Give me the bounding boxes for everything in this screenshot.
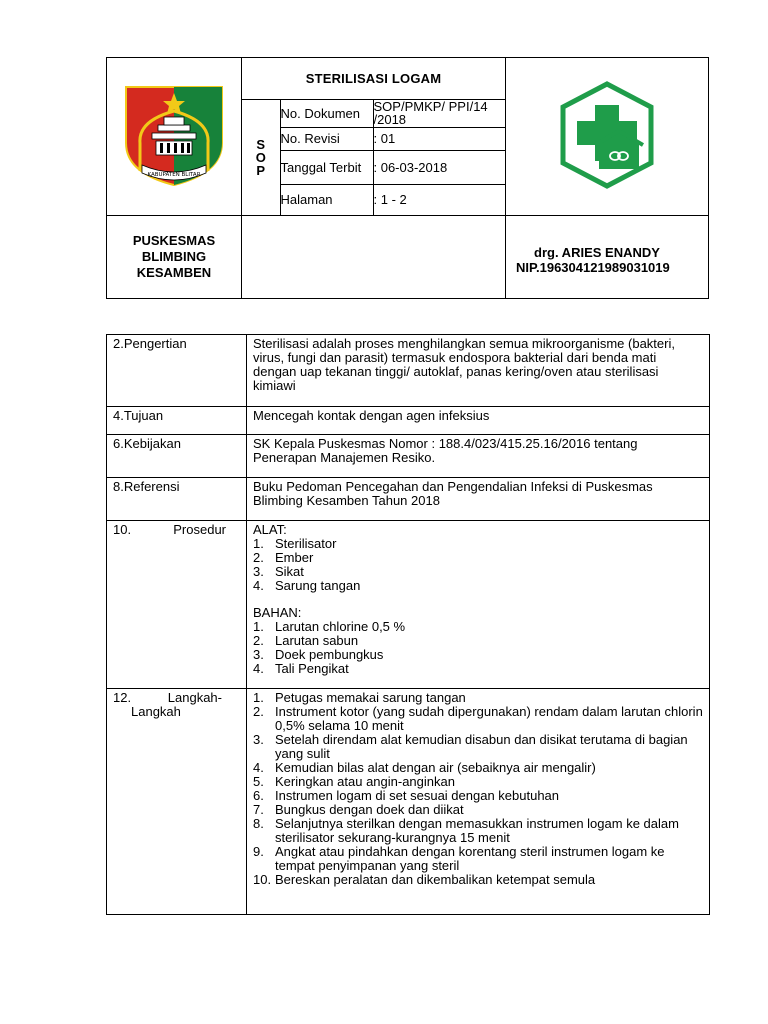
sop-letter-s: S xyxy=(256,136,266,152)
row-label-referensi: 8.Referensi xyxy=(107,478,247,521)
title-cell xyxy=(242,58,506,216)
signer-cell xyxy=(506,216,709,299)
row-label-prosedur xyxy=(107,521,247,689)
meta-value-halaman: : 1 - 2 xyxy=(373,184,505,215)
document-title: STERILISASI LOGAM xyxy=(242,58,505,99)
signer-name: drg. ARIES ENANDY xyxy=(534,245,660,260)
puskesmas-logo xyxy=(547,81,667,189)
meta-value-tanggal: : 06-03-2018 xyxy=(373,150,505,184)
list-item: 5. Keringkan atau angin-anginkan xyxy=(253,774,455,789)
prosedur-number: 10. xyxy=(113,522,132,537)
bahan-title: BAHAN: xyxy=(253,605,302,620)
sop-label xyxy=(242,99,280,215)
list-item: 4. Kemudian bilas alat dengan air (sebaiknya air mengalir) xyxy=(253,760,596,775)
meta-value-revisi: : 01 xyxy=(373,127,505,150)
meta-label-dokumen: No. Dokumen xyxy=(280,99,373,127)
row-text-pengertian: Sterilisasi adalah proses menghilangkan semua mikroorganisme (bakteri, virus, fungi dan parasit) termasuk endospora bakterial dari benda mati dengan uap tekanan tinggi/ autoklaf, panas kering/oven atau sterilisasi kimiawi xyxy=(247,335,710,407)
prosedur-label: Prosedur xyxy=(173,522,226,537)
row-content-prosedur xyxy=(247,521,710,689)
kabupaten-blitar-logo xyxy=(120,81,228,189)
row-content-langkah xyxy=(247,689,710,915)
list-item: 3. Setelah direndam alat kemudian disabun dan disikat terutama di bagian yang sulit xyxy=(253,732,688,761)
row-label-tujuan: 4.Tujuan xyxy=(107,407,247,435)
table-row xyxy=(107,521,710,689)
table-row xyxy=(107,335,710,407)
row-text-tujuan: Mencegah kontak dengan agen infeksius xyxy=(247,407,710,435)
langkah-number: 12. xyxy=(113,690,132,705)
list-item: 1. Sterilisator xyxy=(253,536,337,551)
alat-list xyxy=(253,537,703,593)
meta-label-revisi: No. Revisi xyxy=(280,127,373,150)
list-item: 3. Sikat xyxy=(253,564,304,579)
list-item: 9. Angkat atau pindahkan dengan korentang steril instrumen logam ke tempat penyimpanan yang steril xyxy=(253,844,665,873)
alat-title: ALAT: xyxy=(253,522,287,537)
header-table xyxy=(106,57,709,299)
langkah-list xyxy=(253,691,703,887)
meta-label-halaman: Halaman xyxy=(280,184,373,215)
bahan-list xyxy=(253,620,703,676)
langkah-label-b: Langkah xyxy=(131,704,181,719)
list-item: 2. Larutan sabun xyxy=(253,633,359,648)
sop-letter-p: P xyxy=(256,162,266,178)
list-item: 2. Instrument kotor (yang sudah dipergunakan) rendam dalam larutan chlorin 0,5% selama 10 menit xyxy=(253,704,703,733)
row-text-referensi: Buku Pedoman Pencegahan dan Pengendalian Infeksi di Puskesmas Blimbing Kesamben Tahun 2018 xyxy=(247,478,710,521)
sop-content-table xyxy=(106,334,710,915)
logo-ribbon-text: KABUPATEN BLITAR xyxy=(147,172,201,178)
row-label-kebijakan: 6.Kebijakan xyxy=(107,435,247,478)
row-text-kebijakan: SK Kepala Puskesmas Nomor : 188.4/023/415.25.16/2016 tentang Penerapan Manajemen Resiko. xyxy=(247,435,710,478)
list-item: 8. Selanjutnya sterilkan dengan memasukkan instrumen logam ke dalam sterilisator sekurang-kurangnya 15 menit xyxy=(253,816,679,845)
langkah-label-a: Langkah- xyxy=(167,690,222,705)
table-row xyxy=(107,435,710,478)
sop-letter-o: O xyxy=(255,149,266,165)
list-item: 10. Bereskan peralatan dan dikembalikan ketempat semula xyxy=(253,872,596,887)
list-item: 6. Instrumen logam di set sesuai dengan kebutuhan xyxy=(253,788,560,803)
empty-middle-cell xyxy=(242,216,506,299)
list-item: 7. Bungkus dengan doek dan diikat xyxy=(253,802,464,817)
table-row xyxy=(107,407,710,435)
meta-value-dokumen: SOP/PMKP/ PPI/14 /2018 xyxy=(373,99,505,127)
left-logo-cell xyxy=(107,58,242,216)
meta-label-tanggal: Tanggal Terbit xyxy=(280,150,373,184)
table-row xyxy=(107,689,710,915)
organization-name: PUSKESMAS BLIMBING KESAMBEN xyxy=(107,216,242,299)
list-item: 1. Larutan chlorine 0,5 % xyxy=(253,619,406,634)
signer-nip: NIP.196304121989031019 xyxy=(516,260,670,275)
right-logo-cell xyxy=(506,58,709,216)
table-row xyxy=(107,478,710,521)
row-label-langkah xyxy=(107,689,247,915)
list-item: 4. Sarung tangan xyxy=(253,578,361,593)
list-item: 1. Petugas memakai sarung tangan xyxy=(253,690,466,705)
row-label-pengertian: 2.Pengertian xyxy=(107,335,247,407)
list-item: 3. Doek pembungkus xyxy=(253,647,384,662)
list-item: 2. Ember xyxy=(253,550,314,565)
list-item: 4. Tali Pengikat xyxy=(253,661,349,676)
